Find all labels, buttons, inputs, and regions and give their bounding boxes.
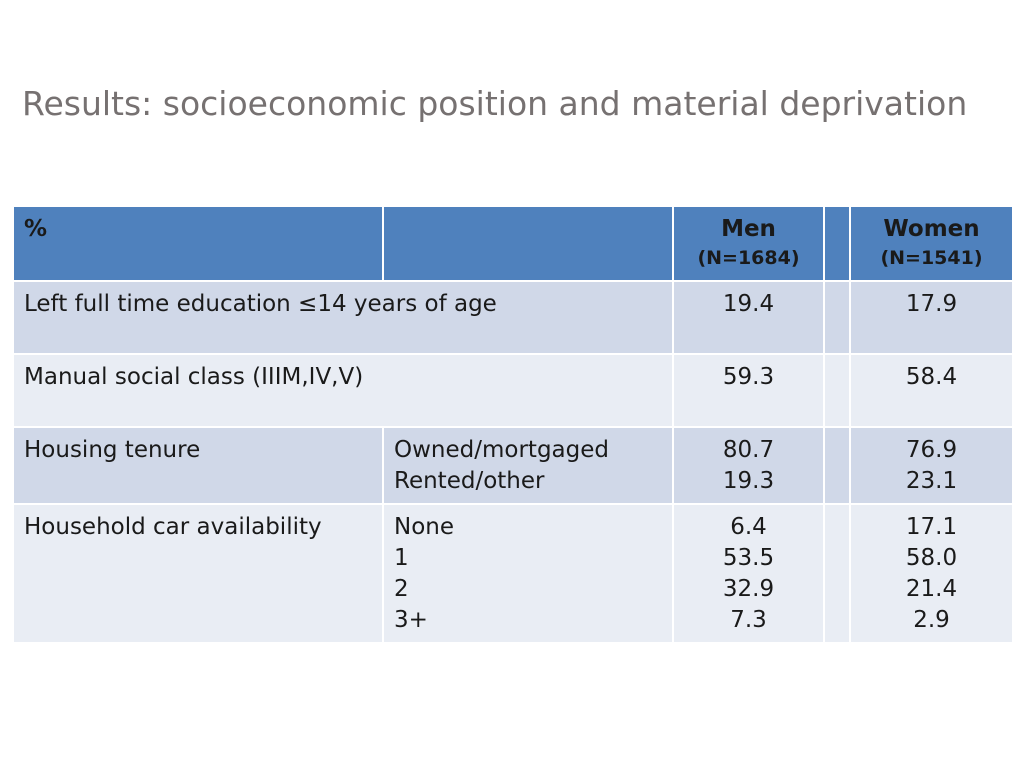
car-category: 3+ [394, 607, 428, 633]
car-men-value: 53.5 [722, 545, 775, 571]
header-percent: % [13, 206, 383, 281]
row-label-housing: Housing tenure [13, 427, 383, 504]
car-categories [383, 504, 673, 643]
table-row [13, 281, 1013, 354]
cell-men-education: 19.4 [673, 281, 824, 354]
spacer-cell [824, 504, 850, 643]
car-men-values [673, 504, 824, 643]
housing-women-value: 23.1 [905, 468, 958, 494]
header-men-label: Men [721, 216, 776, 242]
car-men-value: 6.4 [730, 514, 767, 540]
car-category: 2 [394, 576, 409, 602]
header-men [673, 206, 824, 281]
spacer-cell [824, 281, 850, 354]
housing-category: Owned/mortgaged [394, 437, 609, 463]
header-women-label: Women [883, 216, 980, 242]
car-men-value: 7.3 [730, 607, 767, 633]
cell-women-social-class: 58.4 [850, 354, 1013, 427]
spacer-cell [824, 427, 850, 504]
header-women-n: (N=1541) [880, 247, 983, 269]
header-category [383, 206, 673, 281]
table-row [13, 504, 1013, 643]
slide-title: Results: socioeconomic position and material deprivation [22, 84, 968, 123]
cell-men-social-class: 59.3 [673, 354, 824, 427]
header-men-n: (N=1684) [697, 247, 800, 269]
car-women-values [850, 504, 1013, 643]
cell-women-education: 17.9 [850, 281, 1013, 354]
housing-categories [383, 427, 673, 504]
header-spacer [824, 206, 850, 281]
car-men-value: 32.9 [722, 576, 775, 602]
row-label-social-class: Manual social class (IIIM,IV,V) [13, 354, 673, 427]
housing-category: Rented/other [394, 468, 545, 494]
housing-women-value: 76.9 [905, 437, 958, 463]
table-header-row [13, 206, 1013, 281]
housing-men-value: 19.3 [722, 468, 775, 494]
housing-men-value: 80.7 [722, 437, 775, 463]
table-row [13, 354, 1013, 427]
table-row [13, 427, 1013, 504]
row-label-car: Household car availability [13, 504, 383, 643]
car-women-value: 17.1 [905, 514, 958, 540]
row-label-education: Left full time education ≤14 years of age [13, 281, 673, 354]
car-category: 1 [394, 545, 409, 571]
car-women-value: 21.4 [905, 576, 958, 602]
header-women [850, 206, 1013, 281]
car-women-value: 58.0 [905, 545, 958, 571]
car-women-value: 2.9 [913, 607, 950, 633]
housing-women-values [850, 427, 1013, 504]
results-table [12, 205, 1014, 644]
car-category: None [394, 514, 455, 540]
housing-men-values [673, 427, 824, 504]
spacer-cell [824, 354, 850, 427]
